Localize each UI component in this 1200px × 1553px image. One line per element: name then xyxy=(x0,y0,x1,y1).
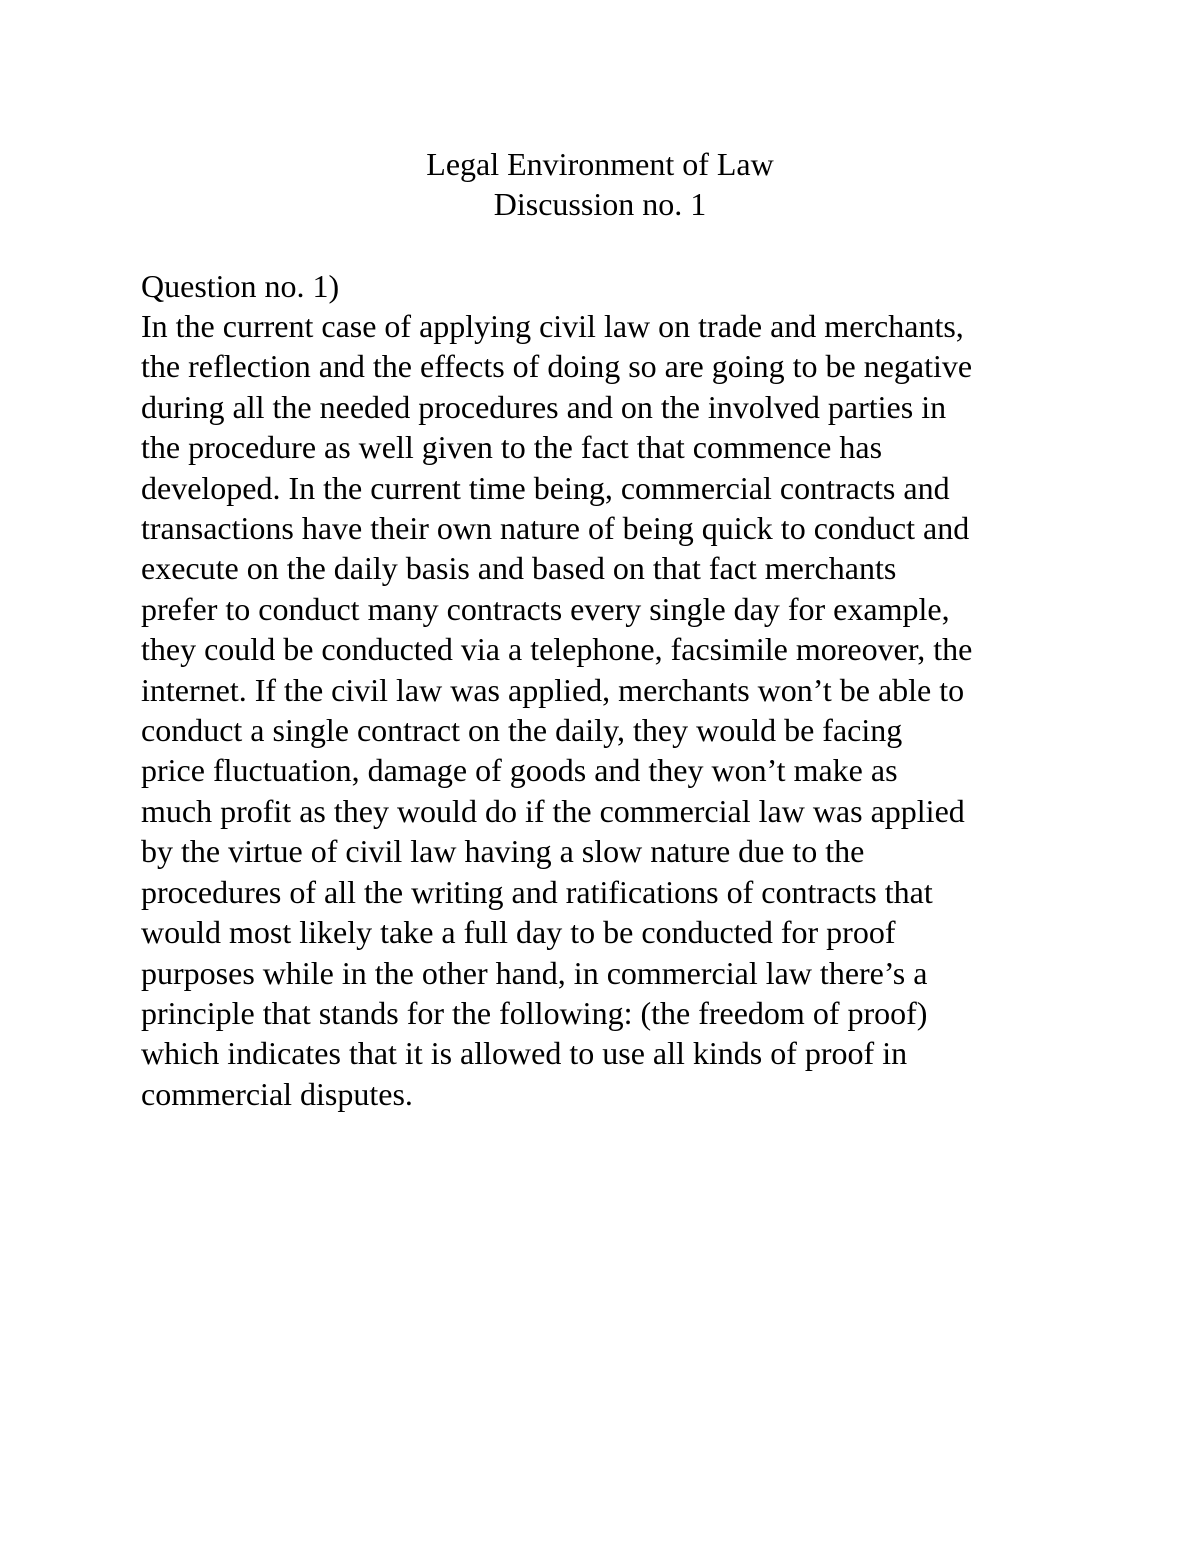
paragraph-line: would most likely take a full day to be conducted for proof xyxy=(141,914,896,951)
paragraph-line: which indicates that it is allowed to use all kinds of proof in xyxy=(141,1035,908,1072)
paragraph-line: transactions have their own nature of being quick to conduct and xyxy=(141,510,970,547)
paragraph-line: principle that stands for the following: (the freedom of proof) xyxy=(141,994,928,1031)
paragraph-line: procedures of all the writing and ratifications of contracts that xyxy=(141,873,933,910)
paragraph-line: internet. If the civil law was applied, merchants won’t be able to xyxy=(141,671,965,708)
paragraph-line: the procedure as well given to the fact that commence has xyxy=(141,429,883,466)
paragraph-line: by the virtue of civil law having a slow nature due to the xyxy=(141,833,865,870)
paragraph-line: developed. In the current time being, commercial contracts and xyxy=(141,469,950,506)
question-heading: Question no. 1) xyxy=(141,268,340,304)
paragraph-line: the reflection and the effects of doing so are going to be negative xyxy=(141,348,973,385)
paragraph-line: conduct a single contract on the daily, they would be facing xyxy=(141,712,903,749)
document-subtitle: Discussion no. 1 xyxy=(493,186,707,222)
answer-paragraph xyxy=(141,306,1101,1114)
paragraph-line: In the current case of applying civil law on trade and merchants, xyxy=(141,308,964,344)
title-block xyxy=(0,144,1200,224)
document-title: Legal Environment of Law xyxy=(426,146,774,182)
paragraph-line: much profit as they would do if the commercial law was applied xyxy=(141,792,965,829)
paragraph-line: they could be conducted via a telephone, facsimile moreover, the xyxy=(141,631,973,668)
paragraph-line: during all the needed procedures and on the involved parties in xyxy=(141,388,947,425)
paragraph-line: execute on the daily basis and based on that fact merchants xyxy=(141,550,897,587)
paragraph-line: commercial disputes. xyxy=(141,1075,413,1112)
paragraph-line: prefer to conduct many contracts every single day for example, xyxy=(141,590,950,627)
paragraph-line: purposes while in the other hand, in commercial law there’s a xyxy=(141,954,928,991)
paragraph-line: price fluctuation, damage of goods and they won’t make as xyxy=(141,752,898,789)
